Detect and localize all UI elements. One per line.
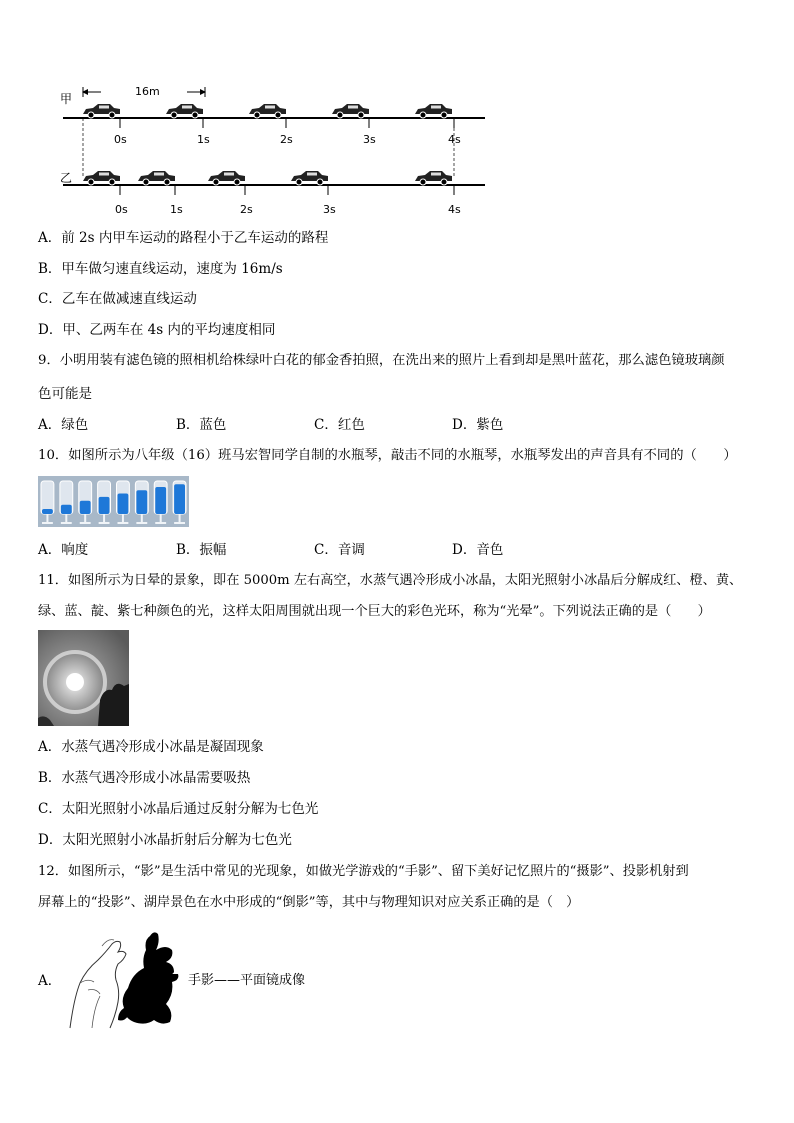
row1-label: 甲: [60, 92, 73, 106]
water-glass: [60, 481, 73, 524]
q11-option-d: D．太阳光照射小冰晶折射后分解为七色光: [38, 832, 292, 848]
q12-option-a-letter: A．: [38, 973, 62, 989]
water-glass: [79, 481, 92, 524]
q11-stem-line1: 11．如图所示为日晕的景象，即在 5000m 左右高空，水蒸气遇冷形成小冰晶，太阳光照射小冰晶后分解成红、橙、黄、: [38, 573, 743, 588]
q12-option-a-caption: 手影——平面镜成像: [188, 973, 306, 988]
car-3: [249, 104, 286, 118]
car-4: [332, 104, 369, 118]
row2-label: 乙: [60, 171, 73, 185]
row1-tick-1: 1s: [197, 133, 210, 146]
q9-option-c: C．红色: [314, 417, 365, 433]
q8-option-a: A．前 2s 内甲车运动的路程小于乙车运动的路程: [38, 230, 329, 246]
water-glass: [154, 481, 167, 524]
q8-option-b: B．甲车做匀速直线运动，速度为 16m/s: [38, 261, 283, 277]
row2-tick-1: 1s: [170, 203, 183, 216]
q8-option-c: C．乙车在做减速直线运动: [38, 291, 197, 307]
glasses-svg: [38, 476, 189, 527]
row1-tick-0: 0s: [114, 133, 127, 146]
water-level: [118, 494, 129, 514]
water-level: [174, 484, 185, 514]
q10-option-a: A．响度: [38, 542, 89, 558]
q8-option-d: D．甲、乙两车在 4s 内的平均速度相同: [38, 322, 276, 338]
water-bottle-xylophone-image: [38, 476, 189, 527]
water-glass: [41, 481, 54, 524]
q10-stem: 10．如图所示为八年级（16）班马宏智同学自制的水瓶琴，敲击不同的水瓶琴，水瓶琴发出的声音具有不同的（ ）: [38, 448, 737, 463]
row2-tick-0: 0s: [115, 203, 128, 216]
q11-option-a: A．水蒸气遇冷形成小冰晶是凝固现象: [38, 739, 264, 755]
q12-stem-line1: 12．如图所示，“影”是生活中常见的光现象，如做光学游戏的“手影”、留下美好记忆照片的“摄影”、投影机射到: [38, 864, 689, 879]
q9-option-a: A．绿色: [38, 417, 89, 433]
q9-option-b: B．蓝色: [176, 417, 227, 433]
car-motion-figure: [55, 82, 495, 222]
water-level: [136, 490, 147, 514]
q10-option-b: B．振幅: [176, 542, 227, 558]
car-5: [415, 104, 452, 118]
q11-option-c: C．太阳光照射小冰晶后通过反射分解为七色光: [38, 801, 319, 817]
hand-shadow-image: [62, 928, 187, 1030]
water-glass: [173, 481, 186, 524]
car-1: [83, 104, 120, 118]
row1-tick-4: 4s: [448, 133, 461, 146]
water-level: [42, 509, 53, 514]
q9-options: [38, 416, 738, 434]
q10-option-d: D．音色: [452, 542, 504, 558]
q11-stem-line2: 绿、蓝、靛、紫七种颜色的光，这样太阳周围就出现一个巨大的彩色光环，称为“光晕”。下列说法正确的是（ ）: [38, 604, 711, 619]
water-level: [99, 497, 110, 514]
sun-halo-photo: [38, 630, 129, 726]
water-glass: [117, 481, 130, 524]
water-level: [155, 487, 166, 514]
q12-stem-line2: 屏幕上的“投影”、湖岸景色在水中形成的“倒影”等，其中与物理知识对应关系正确的是（ ）: [38, 895, 580, 910]
car-8: [208, 171, 245, 185]
car-9: [291, 171, 328, 185]
q10-option-c: C．音调: [314, 542, 365, 558]
row2-tick-2: 2s: [240, 203, 253, 216]
distance-label: 16m: [135, 85, 160, 98]
water-glass: [98, 481, 111, 524]
row2-tick-4: 4s: [448, 203, 461, 216]
q9-stem-line2: 色可能是: [38, 386, 92, 402]
car-6: [83, 171, 120, 185]
car-2: [166, 104, 203, 118]
water-glass: [135, 481, 148, 524]
q11-option-b: B．水蒸气遇冷形成小冰晶需要吸热: [38, 770, 251, 786]
car-7: [138, 171, 175, 185]
q10-options: [38, 541, 738, 559]
car-10: [415, 171, 452, 185]
row1-tick-3: 3s: [363, 133, 376, 146]
water-level: [61, 505, 72, 514]
row1-tick-2: 2s: [280, 133, 293, 146]
water-level: [80, 501, 91, 514]
q9-stem-line1: 9．小明用装有滤色镜的照相机给株绿叶白花的郁金香拍照，在洗出来的照片上看到却是黑叶蓝花，那么滤色镜玻璃颜: [38, 353, 725, 368]
q9-option-d: D．紫色: [452, 417, 504, 433]
car-motion-svg: [55, 82, 495, 222]
row2-tick-3: 3s: [323, 203, 336, 216]
